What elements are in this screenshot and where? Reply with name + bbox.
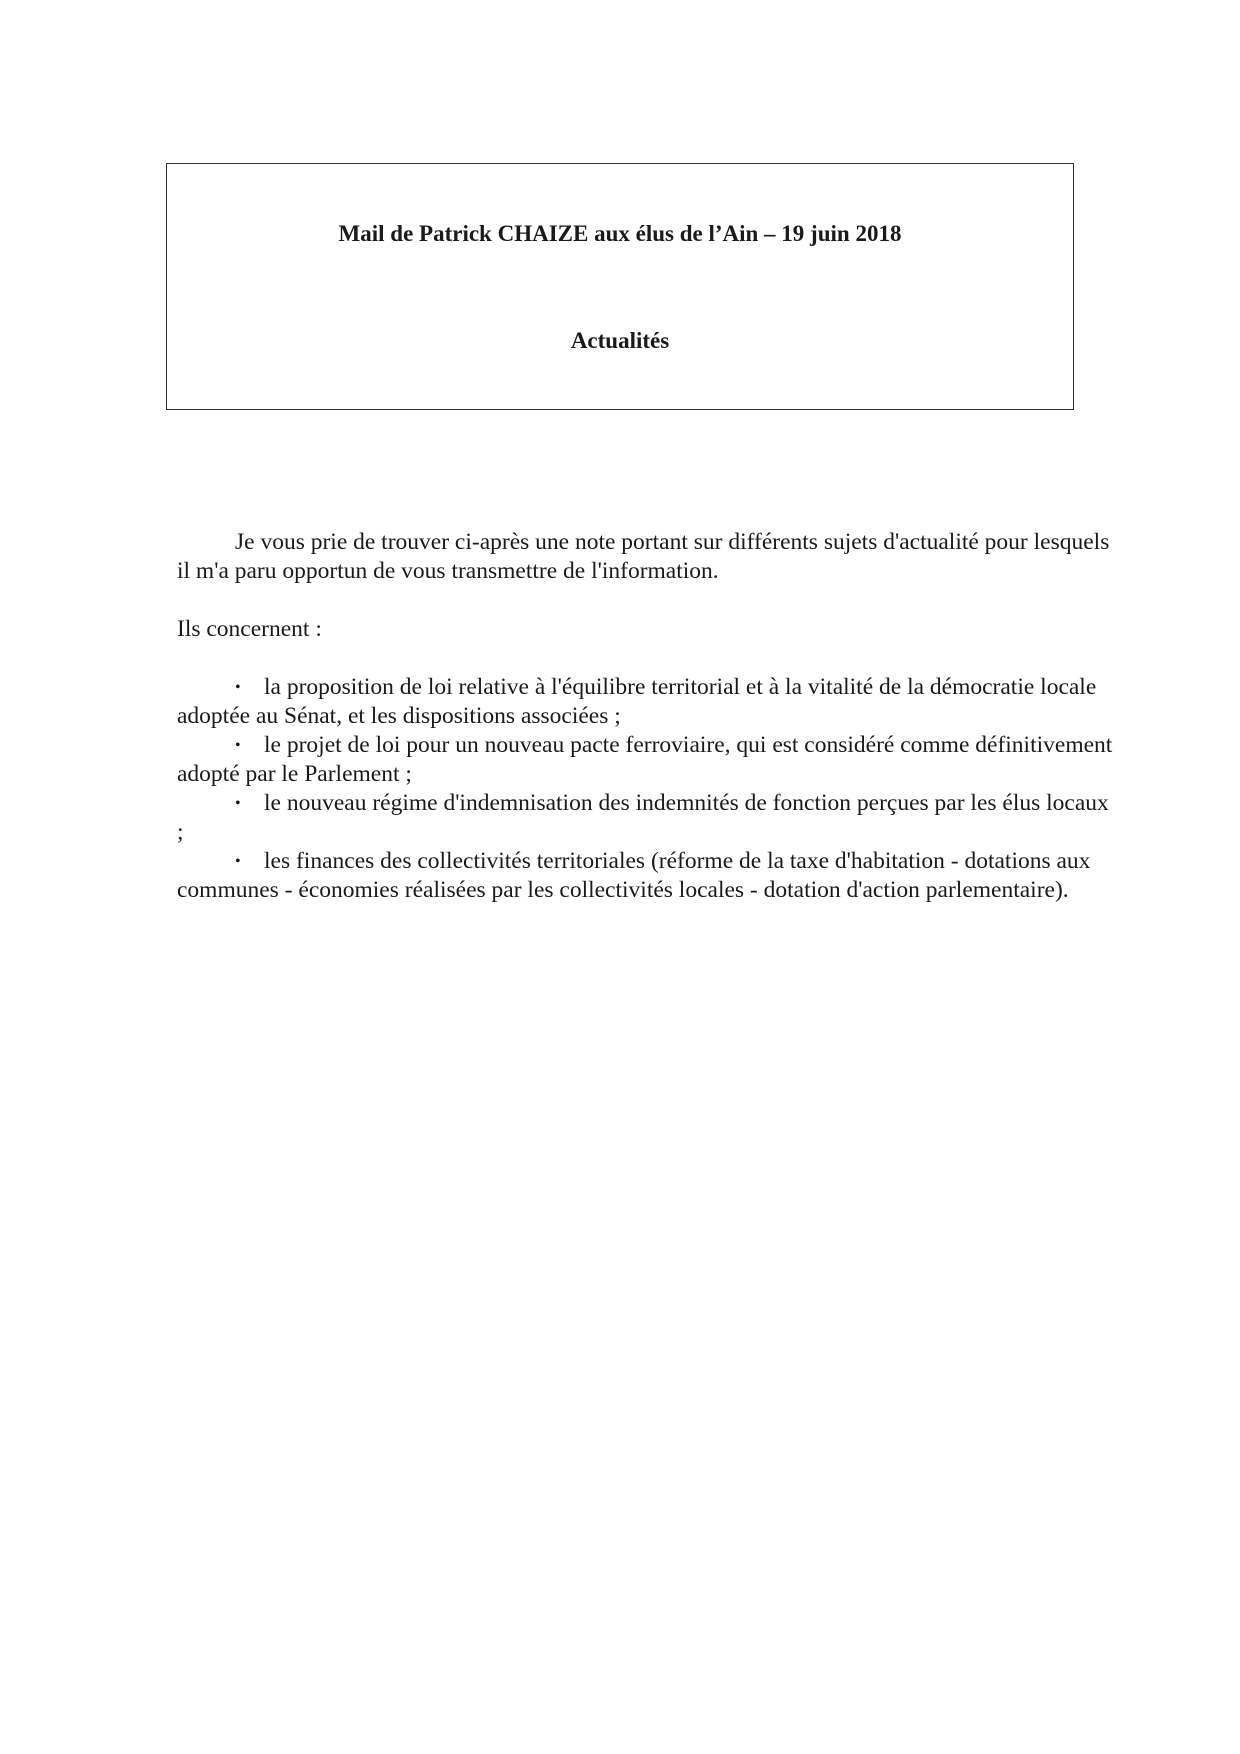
lead-paragraph: Ils concernent : bbox=[177, 616, 322, 642]
intro-paragraph: Je vous prie de trouver ci-après une note portant sur différents sujets d'actualité pour lesquels il m'a paru opportun de vous transmettre de l'information. bbox=[177, 529, 1110, 584]
document-title: Mail de Patrick CHAIZE aux élus de l’Ain – 19 juin 2018 bbox=[338, 221, 902, 246]
list-item-text: les finances des collectivités territoriales (réforme de la taxe d'habitation - dotations aux communes - économies réalisées par les collectivités locales - dotation d'action parlementaire). bbox=[177, 848, 1091, 903]
list-item bbox=[177, 673, 1117, 731]
list-item bbox=[177, 789, 1117, 847]
list-item-text: le projet de loi pour un nouveau pacte ferroviaire, qui est considéré comme définitivement adopté par le Parlement ; bbox=[177, 732, 1113, 787]
list-item bbox=[177, 731, 1117, 789]
topic-list bbox=[177, 673, 1117, 905]
document-subtitle: Actualités bbox=[570, 328, 670, 353]
title-box bbox=[166, 163, 1074, 410]
bullet-icon: • bbox=[235, 853, 241, 870]
bullet-icon: • bbox=[235, 737, 241, 754]
bullet-icon: • bbox=[235, 679, 241, 696]
bullet-icon: • bbox=[235, 795, 241, 812]
list-item-text: la proposition de loi relative à l'équilibre territorial et à la vitalité de la démocratie locale adoptée au Sénat, et les dispositions associées ; bbox=[177, 674, 1097, 729]
document-body bbox=[177, 528, 1117, 905]
list-item bbox=[177, 847, 1117, 905]
list-item-text: le nouveau régime d'indemnisation des indemnités de fonction perçues par les élus locaux ; bbox=[177, 790, 1109, 845]
